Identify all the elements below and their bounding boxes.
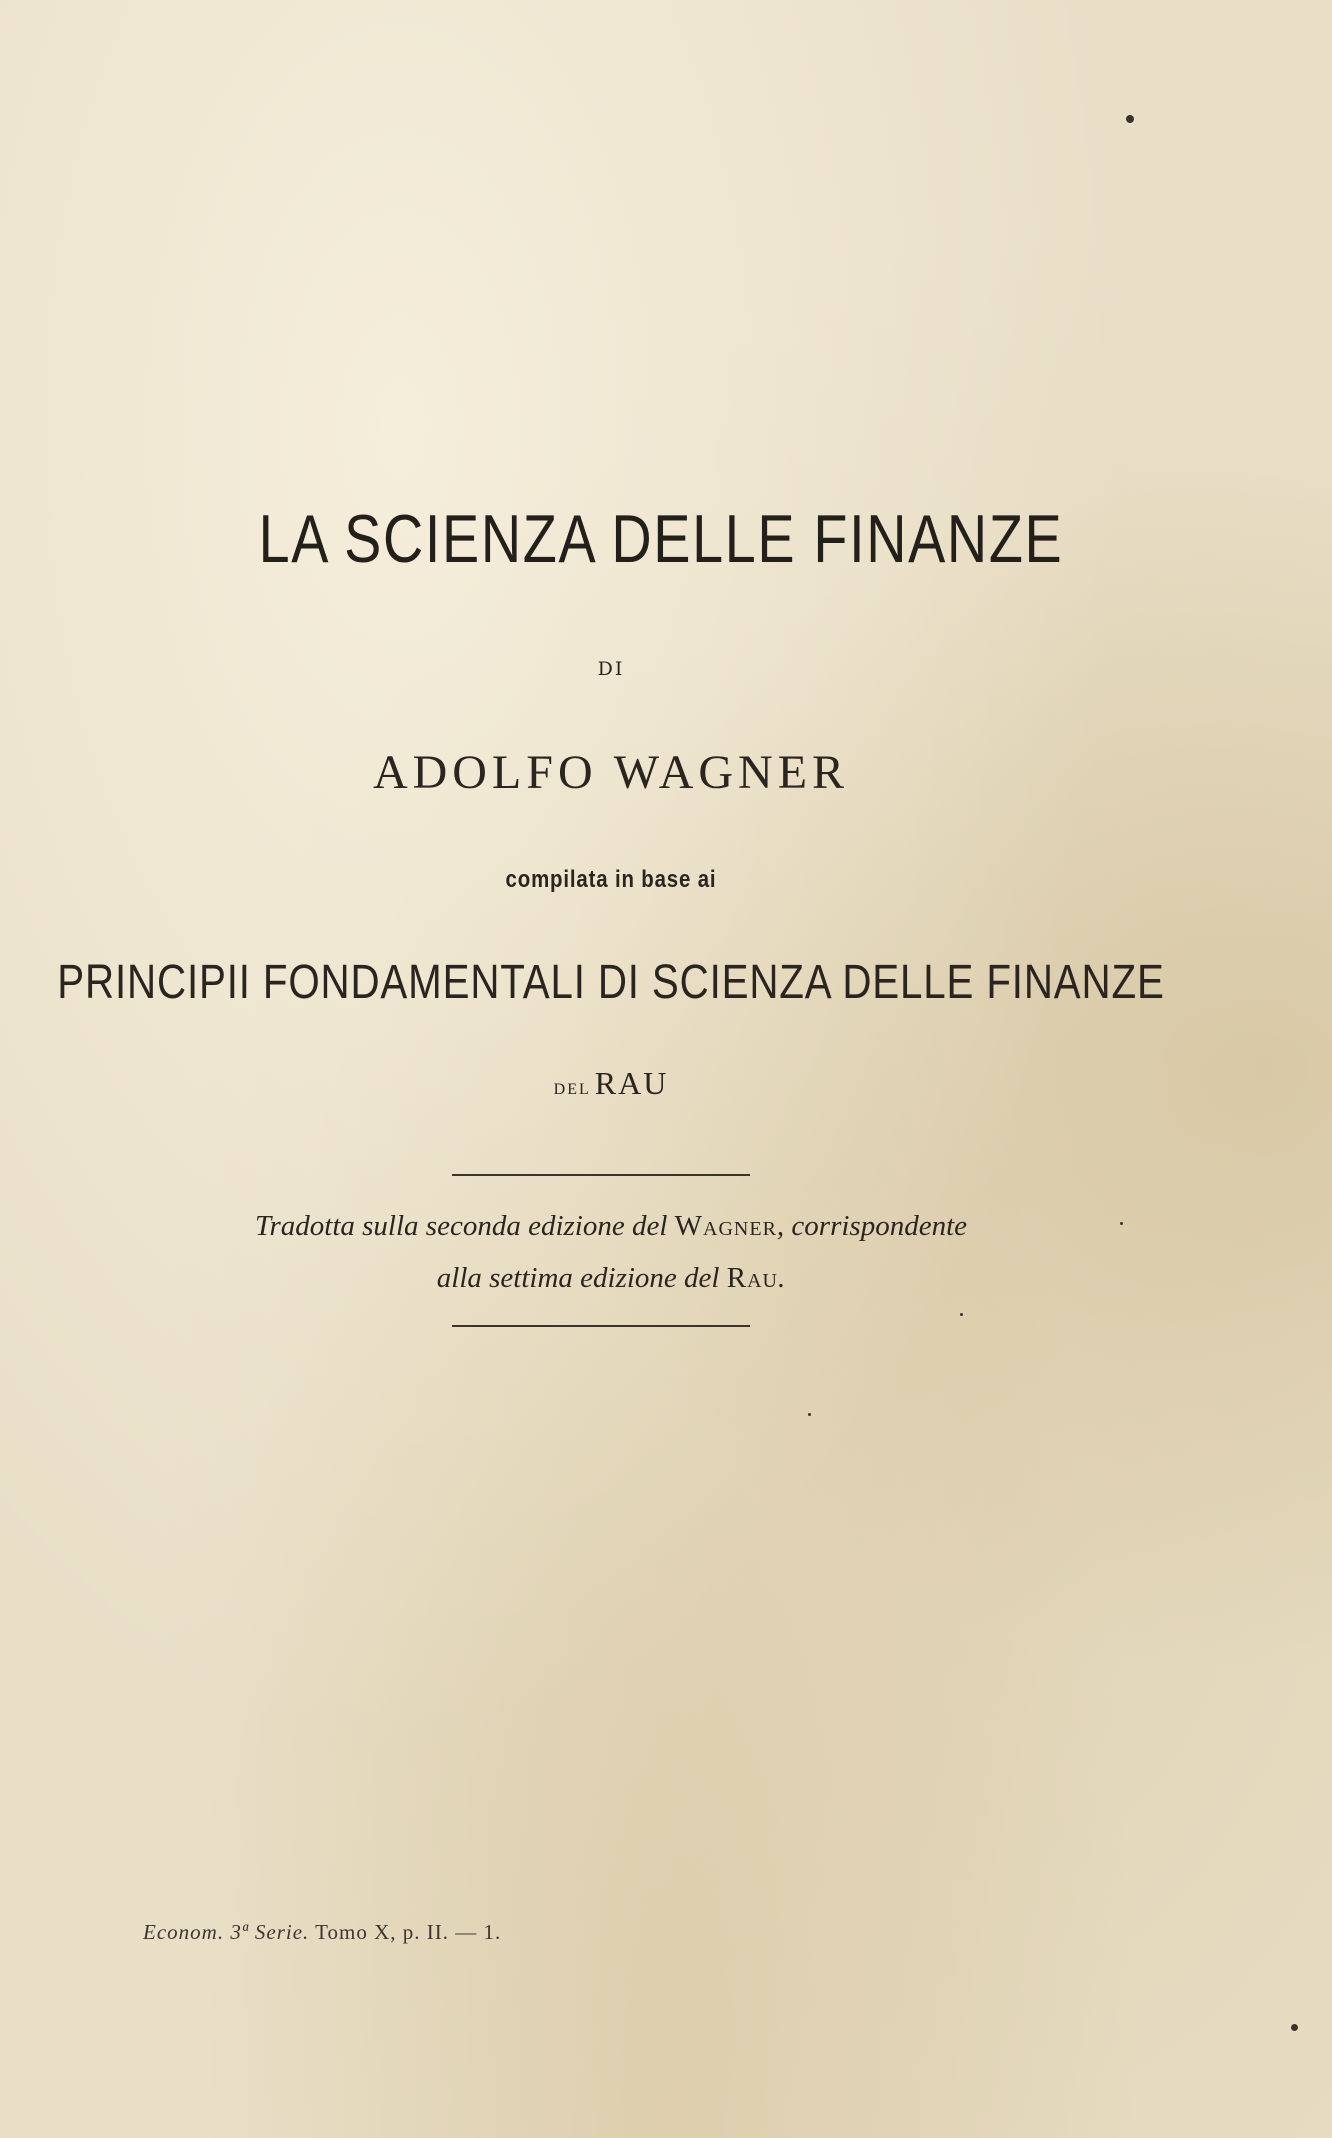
footer-volume: Tomo X, p. II. — 1. xyxy=(315,1920,502,1944)
translation-line-1-name: Wagner xyxy=(674,1210,777,1242)
book-title: LA SCIENZA DELLE FINANZE xyxy=(258,501,1064,577)
footer-series: 3ª Serie. xyxy=(230,1920,310,1944)
paper-speck xyxy=(808,1413,811,1416)
paper-speck xyxy=(1126,115,1134,123)
footer-series-abbrev: Econom. xyxy=(143,1920,225,1944)
translation-line-2-text: alla settima edizione del xyxy=(436,1262,727,1294)
translation-line-1-end: , corrispondente xyxy=(776,1210,968,1242)
paper-speck xyxy=(1120,1222,1123,1225)
translation-line-2-name: Rau xyxy=(726,1262,778,1294)
divider-top xyxy=(452,1174,750,1176)
source-author-prefix: del xyxy=(553,1074,591,1099)
author-name: ADOLFO WAGNER xyxy=(372,746,850,799)
source-work-title: PRINCIPII FONDAMENTALI DI SCIENZA DELLE FINANZE xyxy=(57,956,1165,1009)
translation-line-2 xyxy=(0,1252,1277,1304)
source-author-name: RAU xyxy=(594,1065,669,1101)
translation-note xyxy=(0,1200,1277,1304)
translation-line-2-end: . xyxy=(777,1262,786,1294)
paper-speck xyxy=(960,1313,963,1316)
signature-mark xyxy=(143,1920,501,1945)
translation-line-1-text: Tradotta sulla seconda edizione del xyxy=(254,1210,675,1242)
paper-speck xyxy=(1291,2024,1298,2031)
by-label: DI xyxy=(597,658,625,680)
source-author xyxy=(0,1065,1277,1102)
divider-bottom xyxy=(452,1325,750,1327)
translation-line-1 xyxy=(0,1200,1277,1252)
compiled-note: compilata in base ai xyxy=(505,866,717,893)
